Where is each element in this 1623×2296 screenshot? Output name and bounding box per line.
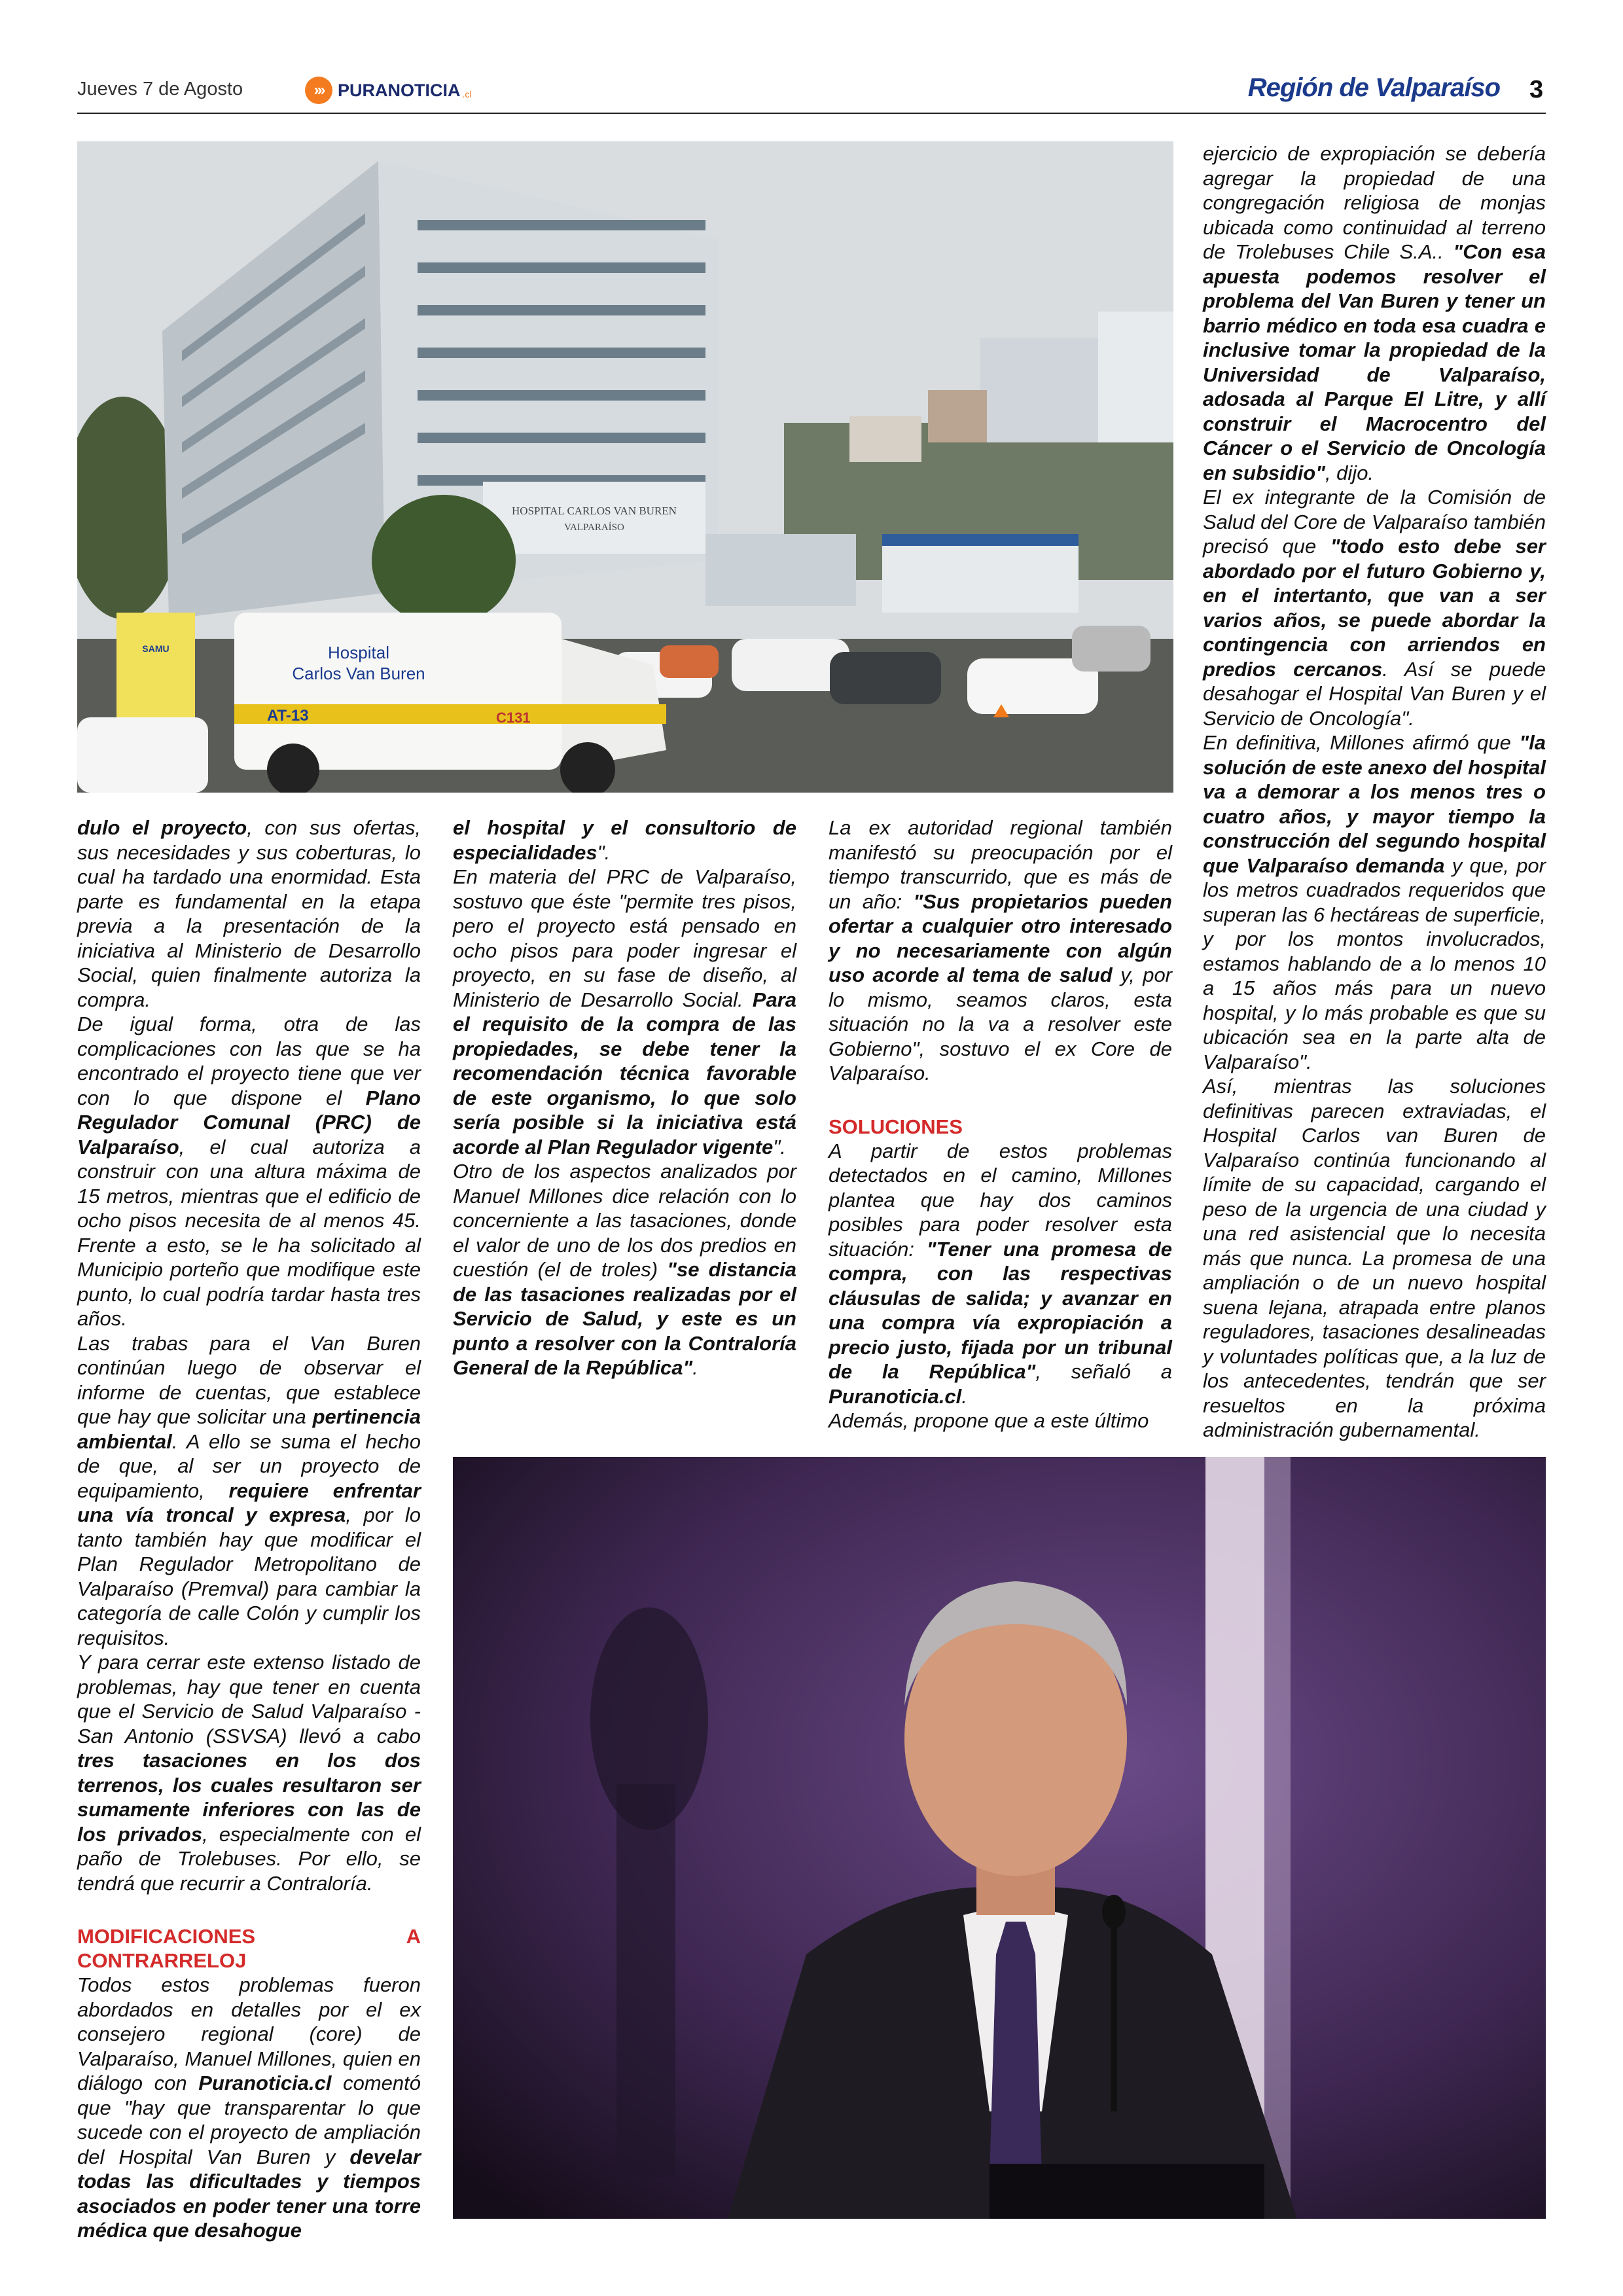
brand-name: PURANOTICIA bbox=[338, 80, 461, 100]
header-rule bbox=[77, 113, 1546, 114]
ambulance-line2: Carlos Van Buren bbox=[292, 664, 425, 683]
column-3 bbox=[829, 816, 1172, 1433]
c2-paragraph: Otro de los aspectos analizados por Manuel Millones dice relación con lo concerniente a las tasaciones, donde el valor de uno de los dos predios en cuestión (el de troles) "se distancia de las tasaciones realizadas por el Servicio de Salud, y este es un punto a resolver con la Contraloría General de la República". bbox=[453, 1160, 796, 1379]
hospital-sign-line1: HOSPITAL CARLOS VAN BUREN bbox=[512, 505, 677, 517]
hospital-photo bbox=[77, 141, 1173, 793]
c4-paragraph: El ex integrante de la Comisión de Salud del Core de Valparaíso también precisó que "todo esto debe ser abordado por el futuro Gobierno y, en el intertanto, que van a ser varios años, se puede abordar la contingencia con arriendos en predios cercanos. Así se puede desahogar el Hospital Van Buren y el Servicio de Oncología". bbox=[1203, 486, 1546, 730]
brand-arrows-icon: ››› bbox=[305, 77, 332, 104]
c3-paragraph: La ex autoridad regional también manifestó su preocupación por el tiempo transcurrido, que es más de un año: "Sus propietarios pueden ofertar a cualquier otro interesado y no necesariamente con algún uso acorde al tema de salud y, por lo mismo, seamos claros, esta situación no la va a resolver este Gobierno", sostuvo el ex Core de Valparaíso. bbox=[829, 816, 1173, 1085]
millones-portrait-photo bbox=[453, 1457, 1546, 2219]
hospital-illustration bbox=[77, 141, 1173, 793]
column-2 bbox=[453, 816, 796, 1380]
subheading-soluciones: SOLUCIONES bbox=[829, 1115, 963, 1138]
puranoticia-logo[interactable] bbox=[305, 76, 472, 105]
c4-paragraph: En definitiva, Millones afirmó que "la solución de este anexo del hospital va a demorar a los menos tres o cuatro años, y mayor tiempo la construcción del segundo hospital que Valparaíso demanda y que, por los metros cuadrados requeridos que superan las 6 hectáreas de superficie, y por los montos involucrados, estamos hablando de a lo menos 10 a 15 años más para un nuevo hospital, y lo más probable es que su ubicación sea en la parte alta de Valparaíso". bbox=[1203, 731, 1546, 1073]
c4-paragraph: ejercicio de expropiación se debería agregar la propiedad de una congregación religiosa de monjas ubicada como continuidad al terreno de Trolebuses Chile S.A.. "Con esa apuesta podemos resolver el problema del Van Buren y tener un barrio médico en toda esa cuadra e inclusive tomar la propiedad de la Universidad de Valparaíso, adosada al Parque El Litre, y allí construir el Macrocentro del Cáncer o el Servicio de Oncología en subsidio", dijo. bbox=[1203, 142, 1546, 484]
c1-paragraph: Las trabas para el Van Buren continúan luego de observar el informe de cuentas, que establece que hay que solicitar una pertinencia ambiental. A ello se suma el hecho de que, al ser un proyecto de equipamiento, requiere enfrentar una vía troncal y expresa, por lo tanto también hay que modificar el Plan Regulador Metropolitano de Valparaíso (Premval) para cambiar la categoría de calle Colón y cumplir los requisitos. bbox=[77, 1331, 421, 1649]
samu-label: SAMU bbox=[142, 643, 169, 654]
subheading-modificaciones: MODIFICACIONES A CONTRARRELOJ bbox=[77, 1925, 421, 1972]
c3-paragraph: Además, propone que a este último bbox=[829, 1409, 1149, 1432]
page-number: 3 bbox=[1529, 76, 1544, 103]
hospital-sign-line2: VALPARAÍSO bbox=[564, 522, 624, 533]
c2-paragraph: el hospital y el consultorio de especialidades". bbox=[453, 816, 796, 864]
c3-paragraph: A partir de estos problemas detectados en el camino, Millones plantea que hay dos caminos posibles para poder resolver esta situación: "Tener una promesa de compra, con las respectivas cláusulas de salida; y avanzar en una compra vía expropiación a precio justo, fijada por un tribunal de la República", señaló a Puranoticia.cl. bbox=[829, 1139, 1172, 1408]
c1-paragraph: Y para cerrar este extenso listado de problemas, hay que tener en cuenta que el Servicio de Salud Valparaíso - San Antonio (SSVSA) llevó a cabo tres tasaciones en los dos terrenos, los cuales resultaron ser sumamente inferiores con las de los privados, especialmente con el paño de Trolebuses. Por ello, se tendrá que recurrir a Contraloría. bbox=[77, 1651, 421, 1895]
c2-paragraph: En materia del PRC de Valparaíso, sostuvo que éste "permite tres pisos, pero el proyecto está pensado en ocho pisos para poder ingresar el proyecto, en su fase de diseño, al Ministerio de Desarrollo Social. Para el requisito de la compra de las propiedades, se debe tener la recomendación técnica favorable de este organismo, lo que solo sería posible si la iniciativa está acorde al Plan Regulador vigente". bbox=[453, 865, 796, 1158]
section-title: Región de Valparaíso bbox=[1247, 73, 1500, 102]
ambulance-unit: AT-13 bbox=[267, 707, 309, 725]
c1-paragraph: De igual forma, otra de las complicaciones con las que se ha encontrado el proyecto tiene que ver con lo que dispone el Plano Regulador Comunal (PRC) de Valparaíso, el cual autoriza a construir con una altura máxima de 15 metros, mientras que el edificio de ocho pisos necesita de al menos 45. Frente a esto, se le ha solicitado al Municipio porteño que modifique este punto, lo cual podría tardar hasta tres años. bbox=[77, 1013, 421, 1330]
portrait-illustration bbox=[453, 1457, 1546, 2219]
brand-tld: .cl bbox=[462, 89, 472, 99]
ambulance-line1: Hospital bbox=[328, 643, 389, 662]
ambulance-code: C131 bbox=[496, 709, 531, 726]
c1-paragraph: Todos estos problemas fueron abordados en detalles por el ex consejero regional (core) de Valparaíso, Manuel Millones, quien en diálogo con Puranoticia.cl comentó que "hay que transparentar lo que sucede con el proyecto de ampliación del Hospital Van Buren y develar todas las dificultades y tiempos asociados en poder tener una torre médica que desahogue bbox=[77, 1973, 421, 2242]
c4-paragraph: Así, mientras las soluciones definitivas parecen extraviadas, el Hospital Carlos van Buren de Valparaíso continúa funcionando al límite de su capacidad, cargando el peso de la urgencia de una ciudad y una red asistencial que lo necesita más que nunca. La promesa de una ampliación o de un nuevo hospital suena lejana, atrapada entre planos reguladores, tasaciones desalineadas y voluntades políticas que, a la luz de los antecedentes, tendrán que ser resueltos en la próxima administración gubernamental. bbox=[1203, 1075, 1546, 1441]
column-4 bbox=[1203, 141, 1546, 1443]
issue-date: Jueves 7 de Agosto bbox=[77, 79, 243, 99]
c1-paragraph: dulo el proyecto, con sus ofertas, sus necesidades y sus coberturas, lo cual ha tardado una enormidad. Esta parte es fundamental en la etapa previa a la presentación de la iniciativa al Ministerio de Desarrollo Social, quien finalmente autoriza la compra. bbox=[77, 816, 421, 1011]
column-1 bbox=[77, 816, 421, 2243]
